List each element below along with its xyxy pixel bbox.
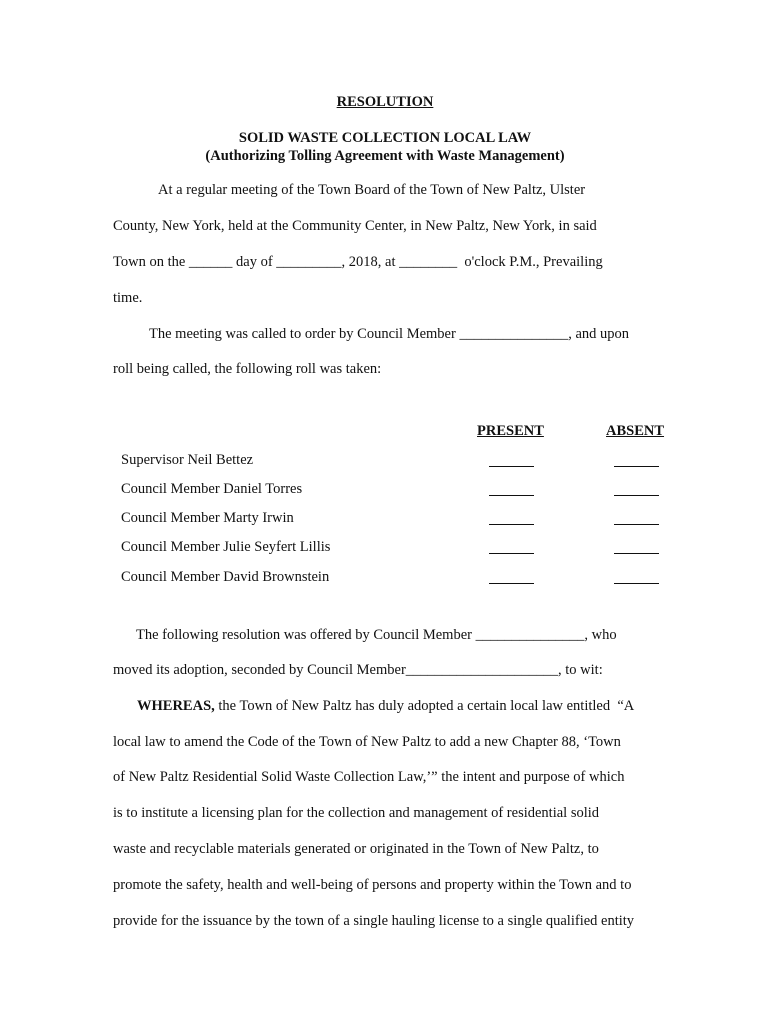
call-to-order-line-1: The meeting was called to order by Council Member _______________, and upon	[149, 326, 630, 342]
document-subtitle: SOLID WASTE COLLECTION LOCAL LAW	[238, 130, 532, 146]
present-column-header: PRESENT	[477, 423, 544, 439]
absent-blank	[614, 454, 659, 467]
roll-member: Council Member Daniel Torres	[121, 481, 303, 497]
present-blank	[489, 454, 534, 467]
whereas-line-1-text: the Town of New Paltz has duly adopted a certain local law entitled “A	[214, 698, 635, 714]
roll-member: Council Member Julie Seyfert Lillis	[121, 539, 331, 555]
whereas-line-6: promote the safety, health and well-being of persons and property within the Town and to	[113, 877, 632, 893]
whereas-line-5: waste and recyclable materials generated or originated in the Town of New Paltz, to	[113, 841, 599, 857]
whereas-line-3: of New Paltz Residential Solid Waste Collection Law,’” the intent and purpose of which	[113, 769, 625, 785]
absent-blank	[614, 483, 659, 496]
absent-blank	[614, 571, 659, 584]
document-subtitle-2: (Authorizing Tolling Agreement with Waste Management)	[205, 148, 565, 164]
present-blank	[489, 483, 534, 496]
absent-column-header: ABSENT	[606, 423, 665, 439]
call-to-order-line-2: roll being called, the following roll was taken:	[113, 361, 382, 377]
intro-line-2: County, New York, held at the Community Center, in New Paltz, New York, in said	[113, 218, 597, 234]
document-title: RESOLUTION	[336, 94, 434, 110]
whereas-line-2: local law to amend the Code of the Town of New Paltz to add a new Chapter 88, ‘Town	[113, 734, 621, 750]
roll-member: Council Member Marty Irwin	[121, 510, 294, 526]
whereas-line-4: is to institute a licensing plan for the collection and management of residential solid	[113, 805, 600, 821]
offered-line-1: The following resolution was offered by Council Member _______________, who	[136, 627, 617, 643]
whereas-line-7: provide for the issuance by the town of a single hauling license to a single qualified entity	[113, 913, 635, 929]
present-blank	[489, 571, 534, 584]
roll-member: Council Member David Brownstein	[121, 569, 330, 585]
whereas-lead: WHEREAS,	[137, 698, 215, 714]
whereas-line-1	[137, 698, 634, 715]
present-blank	[489, 541, 534, 554]
absent-blank	[614, 541, 659, 554]
intro-line-4: time.	[113, 290, 143, 306]
roll-member: Supervisor Neil Bettez	[121, 452, 254, 468]
intro-line-1: At a regular meeting of the Town Board of the Town of New Paltz, Ulster	[158, 182, 586, 198]
offered-line-2: moved its adoption, seconded by Council Member_____________________, to wit:	[113, 662, 603, 678]
absent-blank	[614, 512, 659, 525]
intro-line-3: Town on the ______ day of _________, 2018, at ________ o'clock P.M., Prevailing	[113, 254, 603, 270]
present-blank	[489, 512, 534, 525]
